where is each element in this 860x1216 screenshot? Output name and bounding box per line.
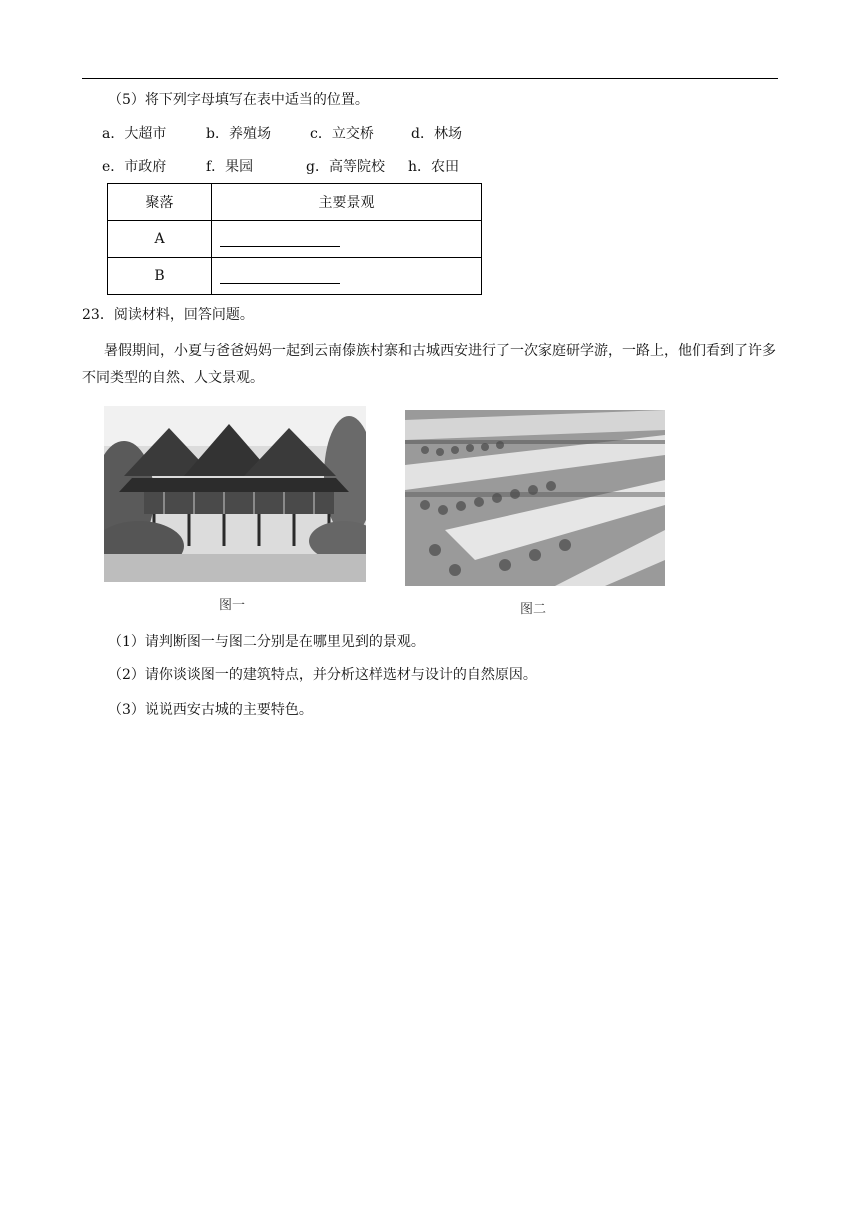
q23-sub3: （3）说说西安古城的主要特色。 [108, 702, 313, 718]
option-f: f．果园 [206, 159, 254, 175]
q22-5-prompt: （5）将下列字母填写在表中适当的位置。 [108, 92, 369, 108]
table-row [108, 258, 482, 295]
answer-blank-b[interactable] [220, 269, 340, 284]
option-d: d．林场 [411, 126, 462, 142]
table-row [108, 221, 482, 258]
q23-sub1: （1）请判断图一与图二分别是在哪里见到的景观。 [108, 634, 425, 650]
answer-cell-a[interactable] [212, 221, 482, 258]
header-rule [82, 78, 778, 79]
q23-sub2: （2）请你谈谈图一的建筑特点，并分析这样选材与设计的自然原因。 [108, 667, 537, 683]
row-label-a: A [108, 221, 212, 258]
option-g: g．高等院校 [306, 159, 385, 175]
figure2-terracotta-army-photo [405, 410, 665, 586]
answer-cell-b[interactable] [212, 258, 482, 295]
settlement-table [107, 183, 482, 295]
figure1-dai-house-photo [104, 406, 366, 582]
answer-blank-a[interactable] [220, 232, 340, 247]
option-b: b．养殖场 [206, 126, 271, 142]
q23-title: 23．阅读材料，回答问题。 [82, 307, 254, 323]
option-a: a．大超市 [102, 126, 167, 142]
house-illustration [104, 406, 366, 582]
q23-paragraph: 暑假期间，小夏与爸爸妈妈一起到云南傣族村寨和古城西安进行了一次家庭研学游，一路上，他们看到了许多不同类型的自然、人文景观。 [82, 343, 776, 386]
option-e: e．市政府 [102, 159, 167, 175]
header-main-landscape: 主要景观 [212, 184, 482, 221]
option-c: c．立交桥 [310, 126, 374, 142]
terracotta-illustration [405, 410, 665, 586]
figure2-caption: 图二 [520, 602, 547, 617]
option-h: h．农田 [408, 159, 460, 175]
table-header-row [108, 184, 482, 221]
header-settlement: 聚落 [108, 184, 212, 221]
figure1-caption: 图一 [219, 598, 246, 613]
row-label-b: B [108, 258, 212, 295]
